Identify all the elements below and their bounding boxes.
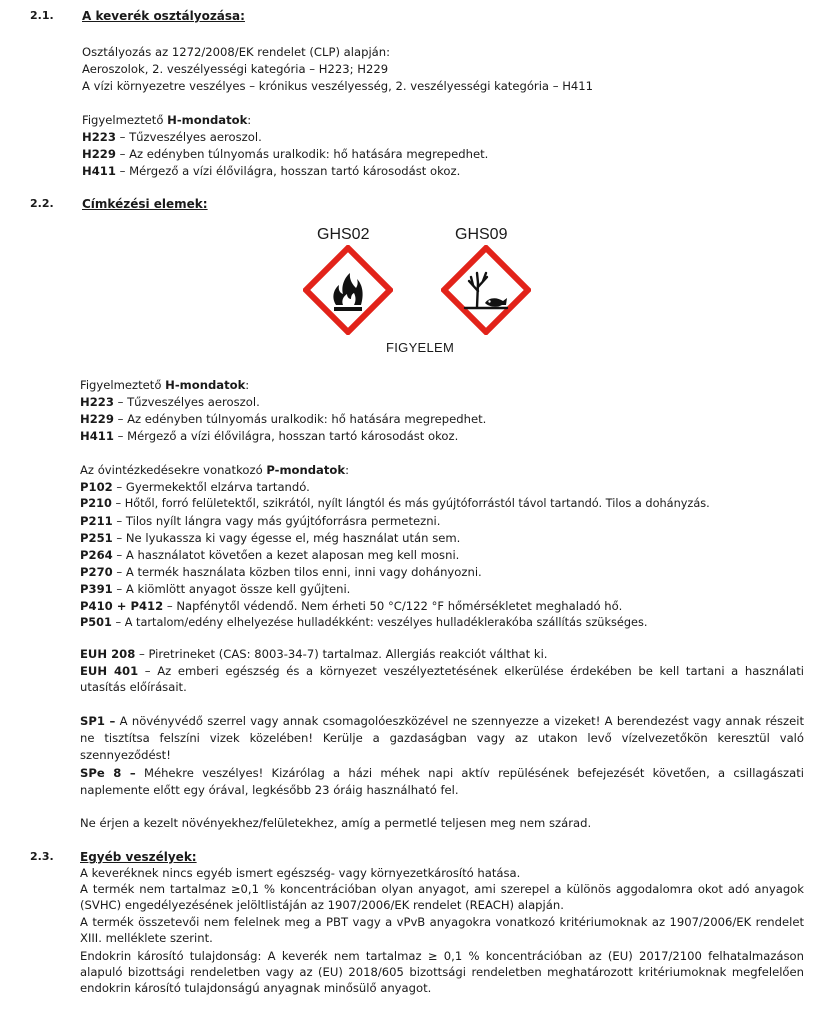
p-statement: P270 – A termék használata közben tilos enni, inni vagy dohányozni. <box>80 565 482 579</box>
p-statement: P391 – A kiömlött anyagot össze kell gyűjteni. <box>80 582 351 596</box>
p-statement: P210 – Hőtől, forró felületektől, szikrától, nyílt lángtól és más gyújtóforrástól távol tartandó. Tilos a dohányzás. <box>80 497 710 510</box>
spe8-statement: SPe 8 – Méhekre veszélyes! Kizárólag a házi méhek napi aktív repülésének befejezését követően, a csillagászati naplemente előtt egy órával, legkésőbb 23 óráig használható fel. <box>80 766 804 797</box>
other-hazards-line: A keveréknek nincs egyéb ismert egészség- vagy környezetkárosító hatása. <box>80 866 521 880</box>
pbt-paragraph: A termék összetevői nem felelnek meg a PBT vagy a vPvB anyagokra vonatkozó kritériumoknak az 1907/2006/EK rendelet XIII. melléklete szerint. <box>80 915 804 945</box>
p-statement: P501 – A tartalom/edény elhelyezése hulladékként: veszélyes hulladéklerakóba szállítás szükséges. <box>80 616 648 629</box>
euh401-statement: EUH 401 – Az emberi egészség és a környezet veszélyeztetésének elkerülése érdekében be kell tartani a használati utasítás előírásait. <box>80 664 804 694</box>
section-number-2-2: 2.2. <box>30 197 54 210</box>
section-heading-other-hazards: Egyéb veszélyek: <box>80 850 197 864</box>
h-statement: H229 – Az edényben túlnyomás uralkodik: hő hatására megrepedhet. <box>82 147 489 161</box>
h-statement: H411 – Mérgező a vízi élővilágra, hosszan tartó károsodást okoz. <box>80 429 459 443</box>
svhc-paragraph: A termék nem tartalmaz ≥0,1 % koncentrációban olyan anyagot, ami szerepel a különös aggodalomra okot adó anyagok (SVHC) engedélyezésének jelöltlistáján az 1907/2006/EK rendelet (REACH) alapján. <box>80 882 804 912</box>
flame-pictogram <box>303 245 393 335</box>
sp1-statement: SP1 – A növényvédő szerrel vagy annak csomagolóeszközével ne szennyezze a vizeket! A berendezést vagy annak részeit ne tisztítsa felszíni vizek közelében! Kerülje a gazdaságban vagy az utakon levő vízelvezetőkön keresztül való szennyeződést! <box>80 714 804 762</box>
p-statement: P410 + P412 – Napfénytől védendő. Nem érheti 50 °C/122 °F hőmérsékletet meghaladó hő. <box>80 599 623 613</box>
h-statement: H411 – Mérgező a vízi élővilágra, hosszan tartó károsodást okoz. <box>82 164 461 178</box>
ghs09-label: GHS09 <box>455 226 508 243</box>
p-statement: P102 – Gyermekektől elzárva tartandó. <box>80 480 310 494</box>
section-heading-labelling: Címkézési elemek: <box>82 197 208 211</box>
signal-word: FIGYELEM <box>386 340 455 355</box>
classification-line: Aeroszolok, 2. veszélyességi kategória – H223; H229 <box>82 62 389 76</box>
classification-line: Osztályozás az 1272/2008/EK rendelet (CLP) alapján: <box>82 45 391 59</box>
p-statement: P211 – Tilos nyílt lángra vagy más gyújtóforrásra permetezni. <box>80 514 441 528</box>
section-number-2-3: 2.3. <box>30 850 54 863</box>
h-statement: H223 – Tűzveszélyes aeroszol. <box>80 395 260 409</box>
classification-line: A vízi környezetre veszélyes – krónikus veszélyesség, 2. veszélyességi kategória – H411 <box>82 79 594 93</box>
h-statement: H229 – Az edényben túlnyomás uralkodik: hő hatására megrepedhet. <box>80 412 487 426</box>
p-statements-heading: Az óvintézkedésekre vonatkozó P-mondatok: <box>80 463 349 477</box>
environment-pictogram <box>441 245 531 335</box>
section-heading-classification: A keverék osztályozása: <box>82 9 245 23</box>
h-statements-heading: Figyelmeztető H-mondatok: <box>80 378 250 392</box>
p-statement: P251 – Ne lyukassza ki vagy égesse el, még használat után sem. <box>80 531 461 545</box>
section-number-2-1: 2.1. <box>30 9 54 22</box>
p-statement: P264 – A használatot követően a kezet alaposan meg kell mosni. <box>80 548 460 562</box>
drying-instruction: Ne érjen a kezelt növényekhez/felületekhez, amíg a permetlé teljesen meg nem szárad. <box>80 816 592 830</box>
h-statement: H223 – Tűzveszélyes aeroszol. <box>82 130 262 144</box>
h-statements-heading: Figyelmeztető H-mondatok: <box>82 113 252 127</box>
endocrine-paragraph: Endokrin károsító tulajdonság: A keverék nem tartalmaz ≥ 0,1 % koncentrációban az (EU) 2017/2100 felhatalmazáson alapuló bizottsági rendeletben vagy az (EU) 2018/605 bizottsági rendeletben meghatározott kritériumoknak megfelelően endokrin károsító tulajdonságú anyagnak minősülő anyagot. <box>80 949 804 995</box>
euh208-statement: EUH 208 – Piretrineket (CAS: 8003-34-7) tartalmaz. Allergiás reakciót válthat ki. <box>80 647 548 661</box>
ghs02-label: GHS02 <box>317 226 370 243</box>
